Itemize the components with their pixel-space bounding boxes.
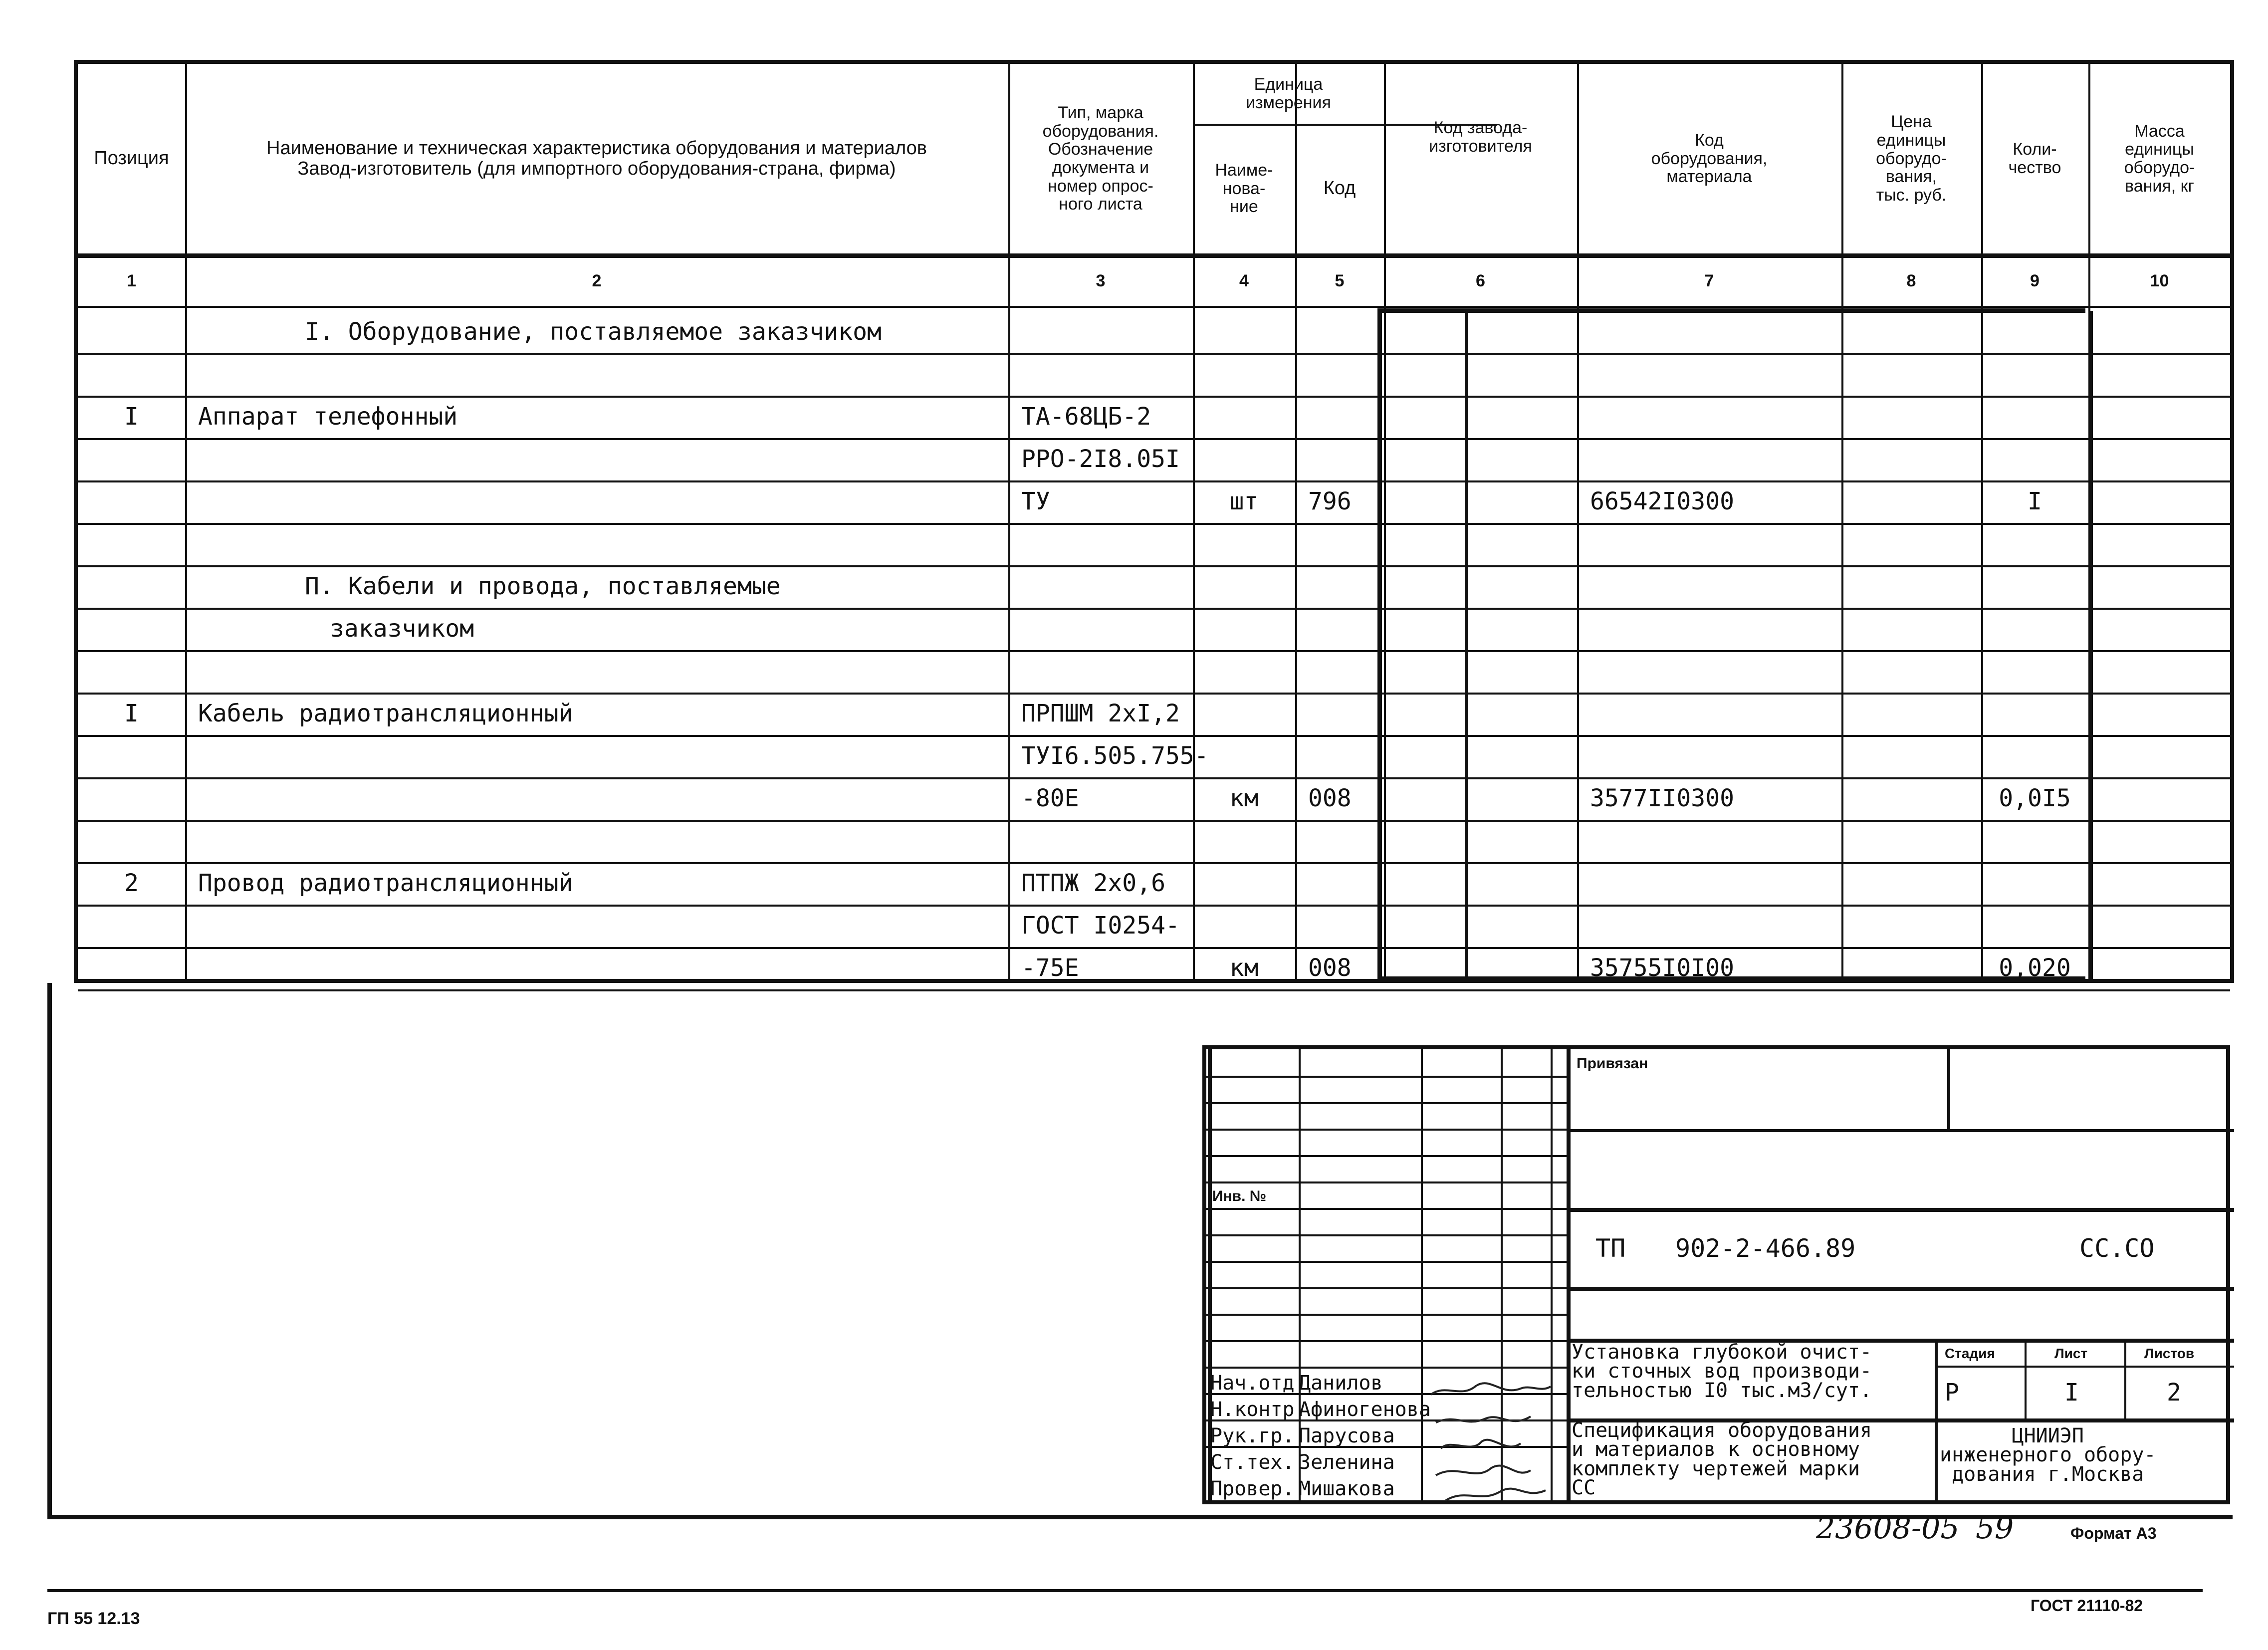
cell-name: Провод радиотрансляционный xyxy=(198,869,573,897)
grid-line xyxy=(2025,1339,2027,1418)
role-label: Нач.отд. xyxy=(1210,1372,1307,1395)
grid-line xyxy=(2124,1339,2126,1418)
cell-pos xyxy=(78,353,185,395)
cell-equip xyxy=(1590,608,1841,650)
cell-equip xyxy=(1590,905,1841,946)
grid-line xyxy=(1947,1049,1950,1129)
cell-type: -75Е xyxy=(1021,954,1079,982)
cell-name: I. Оборудование, поставляемое заказчиком xyxy=(305,318,882,346)
cell-name: Аппарат телефонный xyxy=(198,403,458,431)
cell-type xyxy=(1021,353,1193,395)
grid-line xyxy=(1206,1261,1567,1263)
cell-type xyxy=(1021,523,1193,565)
cell-qty xyxy=(1981,438,2088,480)
cell-ucode xyxy=(1308,311,1384,353)
cell-type xyxy=(1021,820,1193,862)
role-label: Рук.гр. xyxy=(1210,1424,1295,1447)
cell-ucode xyxy=(1308,735,1384,777)
cell-equip xyxy=(1590,862,1841,904)
cell-pos xyxy=(78,905,185,946)
grid-line xyxy=(1567,1208,2234,1212)
col-number: 7 xyxy=(1704,271,1714,290)
cell-type: ТУ xyxy=(1021,487,1050,515)
cell-name xyxy=(198,735,1008,777)
role-person: Зеленина xyxy=(1299,1451,1395,1474)
cell-equip xyxy=(1590,396,1841,438)
cell-ucode xyxy=(1308,905,1384,946)
col-number: 5 xyxy=(1335,271,1345,290)
cell-qty xyxy=(1981,523,2088,565)
grid-line xyxy=(1206,1129,1567,1131)
header-equip-code: Код оборудования, материала xyxy=(1651,130,1768,187)
cell-ucode xyxy=(1308,820,1384,862)
cell-equip xyxy=(1590,735,1841,777)
grid-line xyxy=(1567,1049,1571,1504)
cell-type: ТУI6.505.755- xyxy=(1021,742,1209,770)
inv-no-label: Инв. № xyxy=(1212,1188,1267,1204)
footer-left: ГП 55 12.13 xyxy=(47,1609,140,1628)
cell-pos xyxy=(78,820,185,862)
project-title: Установка глубокой очист- ки сточных вод производи- тельностью I0 тыс.м3/сут. xyxy=(1572,1341,1872,1402)
grid-line xyxy=(1206,1155,1567,1157)
grid-line xyxy=(1935,1339,1938,1504)
cell-name xyxy=(198,820,1008,862)
row-line xyxy=(78,989,2230,991)
grid-line xyxy=(1206,1102,1567,1104)
col-number: 1 xyxy=(127,271,136,290)
col-number: 3 xyxy=(1096,271,1106,290)
cell-uname xyxy=(1193,735,1295,777)
cell-equip xyxy=(1590,820,1841,862)
cell-uname xyxy=(1193,905,1295,946)
grid-line xyxy=(1567,1287,2234,1291)
grid-line xyxy=(1206,1076,1567,1078)
cell-qty: 0,0I5 xyxy=(1999,784,2071,812)
grid-line xyxy=(1935,1366,2234,1368)
cell-qty xyxy=(1981,608,2088,650)
cell-name xyxy=(198,905,1008,946)
cell-pos: I xyxy=(124,403,139,431)
cell-uname xyxy=(1193,650,1295,692)
stamp-number: 23608-05 xyxy=(1816,1511,1960,1546)
cell-qty xyxy=(1981,735,2088,777)
cell-qty xyxy=(1981,650,2088,692)
cell-uname xyxy=(1193,693,1295,734)
col-number: 8 xyxy=(1906,271,1916,290)
cell-qty xyxy=(1981,353,2088,395)
role-person: Парусова xyxy=(1299,1424,1395,1447)
cell-ucode xyxy=(1308,396,1384,438)
cell-ucode xyxy=(1308,523,1384,565)
header-qty: Коли- чество xyxy=(2008,140,2061,177)
cell-type xyxy=(1021,608,1193,650)
cell-ucode xyxy=(1308,608,1384,650)
footer-rule xyxy=(47,1589,2203,1592)
role-person: Данилов xyxy=(1299,1372,1383,1395)
cell-uname: шт xyxy=(1229,487,1259,515)
cell-ucode xyxy=(1308,438,1384,480)
cell-uname xyxy=(1193,353,1295,395)
cell-type xyxy=(1021,650,1193,692)
privyazan-label: Привязан xyxy=(1577,1055,1648,1072)
role-person: Мишакова xyxy=(1299,1477,1395,1500)
stage-label: Стадия xyxy=(1945,1346,1995,1361)
cell-name: заказчиком xyxy=(330,615,474,643)
cell-pos xyxy=(78,650,185,692)
cell-uname xyxy=(1193,820,1295,862)
role-label: Провер. xyxy=(1210,1477,1295,1500)
cell-uname xyxy=(1193,565,1295,607)
grid-line xyxy=(1567,1129,2234,1132)
footer-standard: ГОСТ 21110-82 xyxy=(2031,1597,2143,1615)
stamp-page: 59 xyxy=(1976,1511,2014,1546)
cell-pos xyxy=(78,523,185,565)
role-label: Н.контр. xyxy=(1210,1398,1307,1421)
stage-value: Р xyxy=(1945,1379,1959,1407)
header-factory-code: Код завода- изготовителя xyxy=(1429,118,1532,156)
cell-qty: I xyxy=(2028,487,2042,515)
cell-pos xyxy=(78,565,185,607)
cell-ucode xyxy=(1308,862,1384,904)
cell-ucode: 008 xyxy=(1308,784,1352,812)
col-number: 6 xyxy=(1476,271,1485,290)
cell-type xyxy=(1021,311,1193,353)
header-name: Наименование и техническая характеристика оборудования и материалов Завод-изготовитель (для импортного оборудования-страна, фирма) xyxy=(266,137,927,179)
header-unit: Единица измерения xyxy=(1246,75,1331,112)
cell-uname xyxy=(1193,862,1295,904)
cell-equip: 3577II0300 xyxy=(1590,784,1734,812)
header-type: Тип, марка оборудования. Обозначение документа и номер опрос- ного листа xyxy=(1042,103,1159,214)
cell-uname xyxy=(1193,438,1295,480)
title-block xyxy=(1202,1045,2230,1504)
grid-line xyxy=(78,306,2230,308)
col-number: 2 xyxy=(592,271,602,290)
cell-pos xyxy=(78,311,185,353)
cell-ucode: 796 xyxy=(1308,487,1352,515)
cell-type: ПТПЖ 2х0,6 xyxy=(1021,869,1165,897)
header-unit-code: Код xyxy=(1323,178,1356,199)
cell-ucode: 008 xyxy=(1308,954,1352,982)
cell-pos: I xyxy=(124,700,139,727)
cell-qty xyxy=(1981,396,2088,438)
cell-pos xyxy=(78,947,185,989)
cell-pos: 2 xyxy=(124,869,139,897)
col-number: 4 xyxy=(1239,271,1249,290)
cell-type: -80Е xyxy=(1021,784,1079,812)
col-number: 9 xyxy=(2030,271,2040,290)
sheets-label: Листов xyxy=(2144,1346,2195,1361)
cell-type: ГОСТ I0254- xyxy=(1021,912,1180,940)
cell-type xyxy=(1021,565,1193,607)
cell-equip xyxy=(1590,523,1841,565)
document-title: Спецификация оборудования и материалов к основному комплекту чертежей марки СС xyxy=(1572,1419,1872,1500)
organization: ЦНИИЭП инженерного обору- дования г.Москва xyxy=(1940,1424,2156,1486)
doc-number: 902-2-466.89 xyxy=(1675,1234,1856,1263)
cell-qty xyxy=(1981,820,2088,862)
doc-prefix: ТП xyxy=(1595,1234,1626,1263)
sheet-value: I xyxy=(2064,1379,2079,1407)
grid-line xyxy=(1206,1287,1567,1289)
cell-name xyxy=(198,353,1008,395)
cell-ucode xyxy=(1308,693,1384,734)
cell-pos xyxy=(78,438,185,480)
cell-uname xyxy=(1193,608,1295,650)
grid-line xyxy=(1206,1340,1567,1342)
cell-equip: 66542I0300 xyxy=(1590,487,1734,515)
cell-type: ТА-68ЦБ-2 xyxy=(1021,403,1151,431)
cell-uname xyxy=(1193,311,1295,353)
grid-line xyxy=(1206,1181,1567,1183)
doc-code: СС.СО xyxy=(2079,1234,2155,1263)
cell-ucode xyxy=(1308,565,1384,607)
cell-qty xyxy=(1981,905,2088,946)
grid-line xyxy=(1421,1049,1423,1504)
cell-name xyxy=(198,438,1008,480)
header-unit-name: Наиме- нова- ние xyxy=(1215,160,1273,217)
cell-uname: км xyxy=(1229,784,1259,812)
cell-qty xyxy=(1981,693,2088,734)
col-number: 10 xyxy=(2150,271,2169,290)
grid-line-thick xyxy=(2088,311,2093,979)
cell-equip xyxy=(1590,353,1841,395)
cell-equip xyxy=(1590,650,1841,692)
grid-line xyxy=(1206,1208,1567,1210)
cell-pos xyxy=(78,777,185,819)
cell-type: РРО-2I8.05I xyxy=(1021,445,1180,473)
role-person: Афиногенова xyxy=(1299,1398,1431,1421)
sheets-value: 2 xyxy=(2167,1379,2181,1407)
cell-name xyxy=(198,650,1008,692)
cell-qty: 0,020 xyxy=(1999,954,2071,982)
cell-name: П. Кабели и провода, поставляемые xyxy=(305,572,781,600)
cell-equip xyxy=(1590,565,1841,607)
cell-pos xyxy=(78,480,185,522)
cell-name xyxy=(198,777,1008,819)
cell-uname xyxy=(1193,396,1295,438)
cell-qty xyxy=(1981,311,2088,353)
cell-pos xyxy=(78,735,185,777)
cell-equip xyxy=(1590,438,1841,480)
cell-name xyxy=(198,523,1008,565)
header-price: Цена единицы оборудо- вания, тыс. руб. xyxy=(1876,112,1947,205)
cell-equip: 35755I0I00 xyxy=(1590,954,1734,982)
cell-uname: км xyxy=(1229,954,1259,982)
cell-ucode xyxy=(1308,650,1384,692)
grid-line xyxy=(1206,1234,1567,1236)
cell-equip xyxy=(1590,693,1841,734)
cell-name xyxy=(198,480,1008,522)
cell-name xyxy=(198,947,1008,989)
signatures xyxy=(1426,1369,1561,1503)
cell-name: Кабель радиотрансляционный xyxy=(198,700,573,727)
sheet-label: Лист xyxy=(2054,1346,2088,1361)
cell-ucode xyxy=(1308,353,1384,395)
frame-border xyxy=(47,983,52,1519)
header-mass: Масса единицы оборудо- вания, кг xyxy=(2124,121,2195,196)
cell-qty xyxy=(1981,565,2088,607)
cell-qty xyxy=(1981,862,2088,904)
role-label: Ст.тех. xyxy=(1210,1451,1295,1474)
grid-line xyxy=(1206,1314,1567,1316)
header-position: Позиция xyxy=(94,148,169,169)
cell-equip xyxy=(1590,311,1841,353)
cell-type: ПРПШМ 2хI,2 xyxy=(1021,700,1180,727)
format-label: Формат А3 xyxy=(2070,1524,2157,1542)
grid-line xyxy=(1465,311,1468,979)
cell-pos xyxy=(78,608,185,650)
cell-uname xyxy=(1193,523,1295,565)
specification-table xyxy=(74,60,2234,983)
